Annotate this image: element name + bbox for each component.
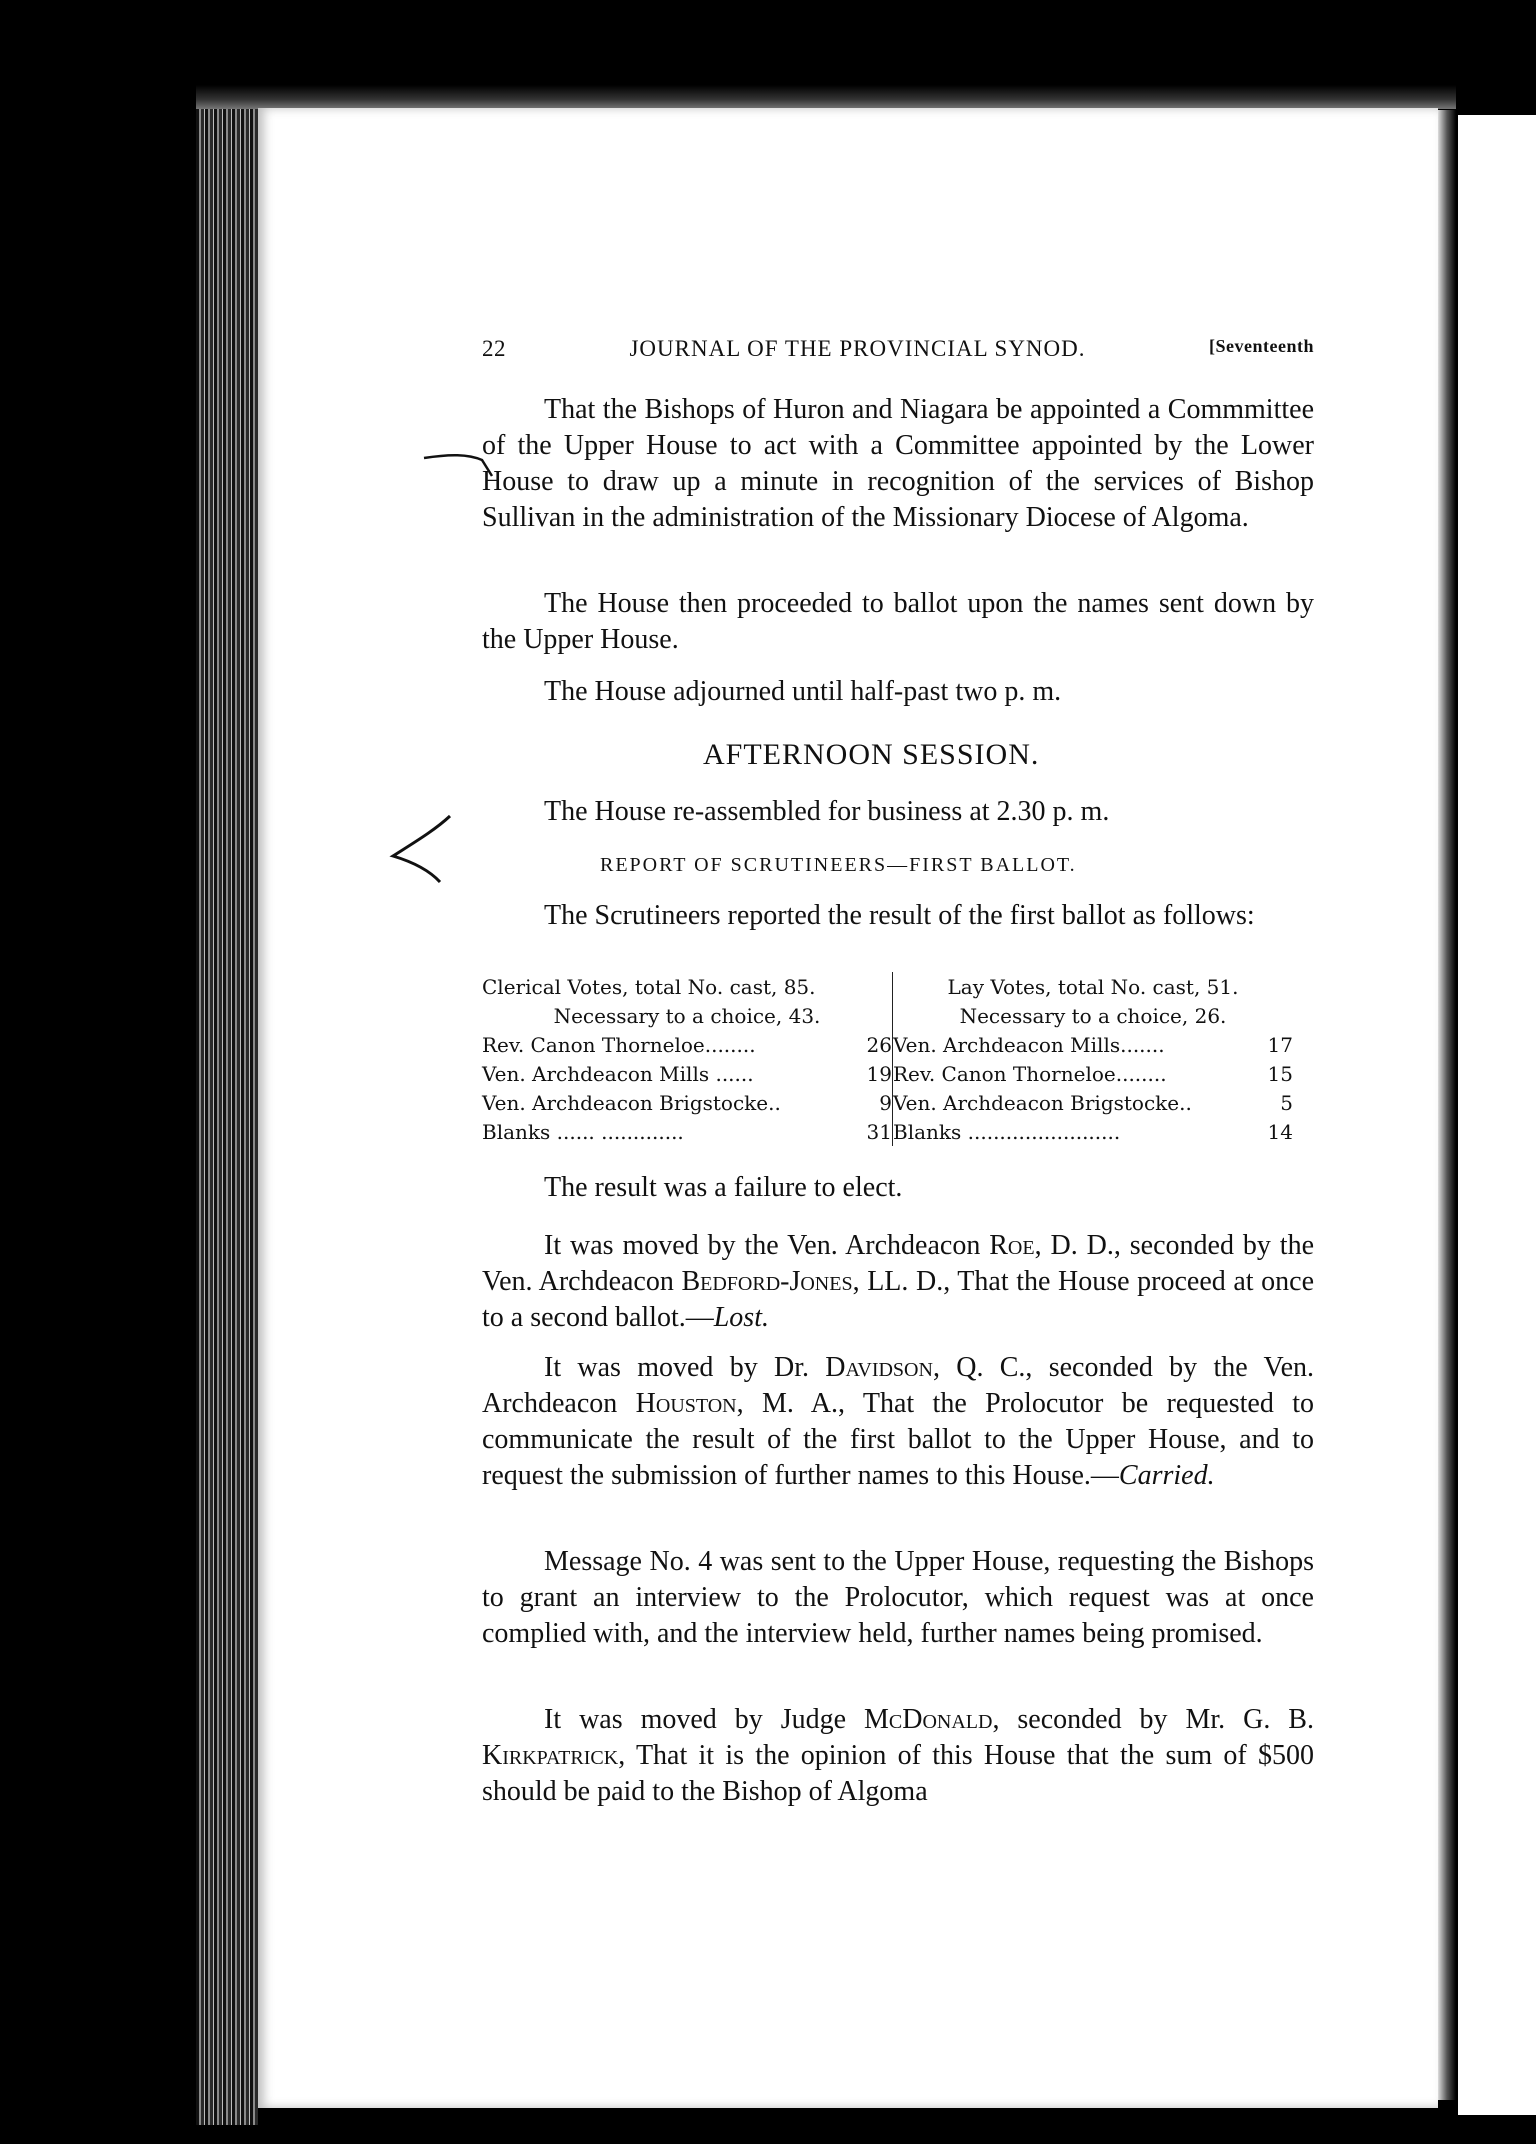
clerical-row: [482, 1091, 892, 1115]
motion-text: , Q. C., seconded by the Ven. Archdeacon: [482, 1352, 1314, 1419]
mover-name: Roe: [989, 1230, 1035, 1261]
margin-check-mark: [385, 810, 460, 890]
candidate-name: Ven. Archdeacon Brigstocke: [893, 1090, 1180, 1115]
motion-second-ballot: [482, 1228, 1314, 1336]
motion-text: It was moved by the Ven. Archdeacon: [544, 1230, 990, 1261]
vote-count: 15: [1267, 1061, 1293, 1086]
book-page-edges: [196, 85, 258, 2125]
failure-line: The result was a failure to elect.: [544, 1172, 903, 1203]
running-head: [482, 336, 1314, 362]
candidate-name: Ven. Archdeacon Brigstocke: [482, 1090, 769, 1115]
message-no-4-paragraph: Message No. 4 was sent to the Upper House, requesting the Bishops to grant an interview to the Prolocutor, which request was at once complied with, and the interview held, further names being promised.: [482, 1546, 1314, 1649]
vote-count: 17: [1267, 1032, 1293, 1057]
candidate-name: Ven. Archdeacon Mills: [893, 1032, 1121, 1057]
motion-text: , M. A., That the Prolocutor be requested to communicate the result of the first ballot to the Upper House, and to request the submission of further names to this House.—: [482, 1388, 1315, 1491]
lay-row: [893, 1120, 1293, 1144]
vote-count: 14: [1267, 1119, 1293, 1144]
vote-count: 19: [866, 1061, 892, 1086]
motion-prolocutor: [482, 1350, 1314, 1494]
leader-dots: ..: [768, 1090, 781, 1115]
afternoon-session-heading: AFTERNOON SESSION.: [703, 738, 1040, 771]
session-label: [Seventeenth: [1209, 336, 1314, 356]
leader-dots: ........: [704, 1032, 756, 1057]
motion-bishop-of-algoma: [482, 1702, 1314, 1810]
motion-text: , seconded by Mr. G. B.: [992, 1704, 1314, 1735]
mover-name: McDonald: [863, 1704, 993, 1735]
seconder-name: Kirkpatrick: [482, 1740, 619, 1771]
lay-necessary: Necessary to a choice, 26.: [959, 1003, 1227, 1028]
motion-text: It was moved by Dr.: [544, 1352, 826, 1383]
motion-result: Lost.: [713, 1302, 769, 1333]
page-number: 22: [482, 336, 506, 361]
clerical-row: [482, 1033, 892, 1057]
leader-dots: ........................: [967, 1119, 1121, 1144]
paragraph-bishops-committee: That the Bishops of Huron and Niagara be appointed a Commmittee of the Upper House to act with a Committee appointed by the Lower House to draw up a minute in recognition of the services of Bishop Sullivan in the administration of the Missionary Diocese of Algoma.: [482, 394, 1314, 533]
candidate-name: Blanks: [893, 1119, 962, 1144]
lay-votes-header: Lay Votes, total No. cast, 51.: [947, 974, 1239, 999]
candidate-name: Blanks: [482, 1119, 551, 1144]
motion-text: , D. D., seconded by the Ven. Archdeacon: [482, 1230, 1315, 1297]
scrutineers-paragraph: The Scrutineers reported the result of the first ballot as follows:: [544, 900, 1255, 931]
lay-row: [893, 1062, 1293, 1086]
lay-row: [893, 1033, 1293, 1057]
leader-dots: ...... .............: [556, 1119, 684, 1144]
lay-row: [893, 1091, 1293, 1115]
seconder-name: Bedford-Jones: [681, 1266, 853, 1297]
clerical-row: [482, 1120, 892, 1144]
leader-dots: .......: [1120, 1032, 1165, 1057]
adjacent-page-fragment: [1458, 115, 1536, 2115]
journal-title: JOURNAL OF THE PROVINCIAL SYNOD.: [629, 336, 1086, 361]
vote-count: 31: [866, 1119, 892, 1144]
vote-count: 26: [866, 1032, 892, 1057]
candidate-name: Rev. Canon Thorneloe: [893, 1061, 1116, 1086]
clerical-votes-header: Clerical Votes, total No. cast, 85.: [482, 972, 893, 1001]
scan-top-border: [196, 85, 1456, 109]
leader-dots: ........: [1115, 1061, 1167, 1086]
book-gutter-shadow: [1438, 110, 1456, 2100]
vote-count: 9: [879, 1090, 892, 1115]
candidate-name: Ven. Archdeacon Mills: [482, 1061, 710, 1086]
motion-text: , LL. D., That the House proceed at once to a second ballot.—: [482, 1266, 1314, 1333]
leader-dots: ......: [715, 1061, 754, 1086]
clerical-row: [482, 1062, 892, 1086]
ballot-results-table: [482, 972, 1293, 1146]
clerical-necessary: Necessary to a choice, 43.: [482, 1001, 893, 1030]
vote-count: 5: [1280, 1090, 1293, 1115]
paragraph-ballot: The House then proceeded to ballot upon the names sent down by the Upper House.: [482, 588, 1314, 655]
report-of-scrutineers-heading: REPORT OF SCRUTINEERS—FIRST BALLOT.: [600, 854, 1077, 876]
candidate-name: Rev. Canon Thorneloe: [482, 1032, 705, 1057]
motion-result: Carried.: [1118, 1460, 1215, 1491]
seconder-name: Houston: [635, 1388, 737, 1419]
leader-dots: ..: [1179, 1090, 1192, 1115]
motion-text: , That it is the opinion of this House that the sum of $500 should be paid to the Bishop of Algoma: [482, 1740, 1314, 1807]
paragraph-adjourned: The House adjourned until half-past two p. m.: [544, 676, 1062, 707]
mover-name: Davidson: [825, 1352, 933, 1383]
reassembled-line: The House re-assembled for business at 2.30 p. m.: [544, 796, 1110, 827]
motion-text: It was moved by Judge: [544, 1704, 864, 1735]
